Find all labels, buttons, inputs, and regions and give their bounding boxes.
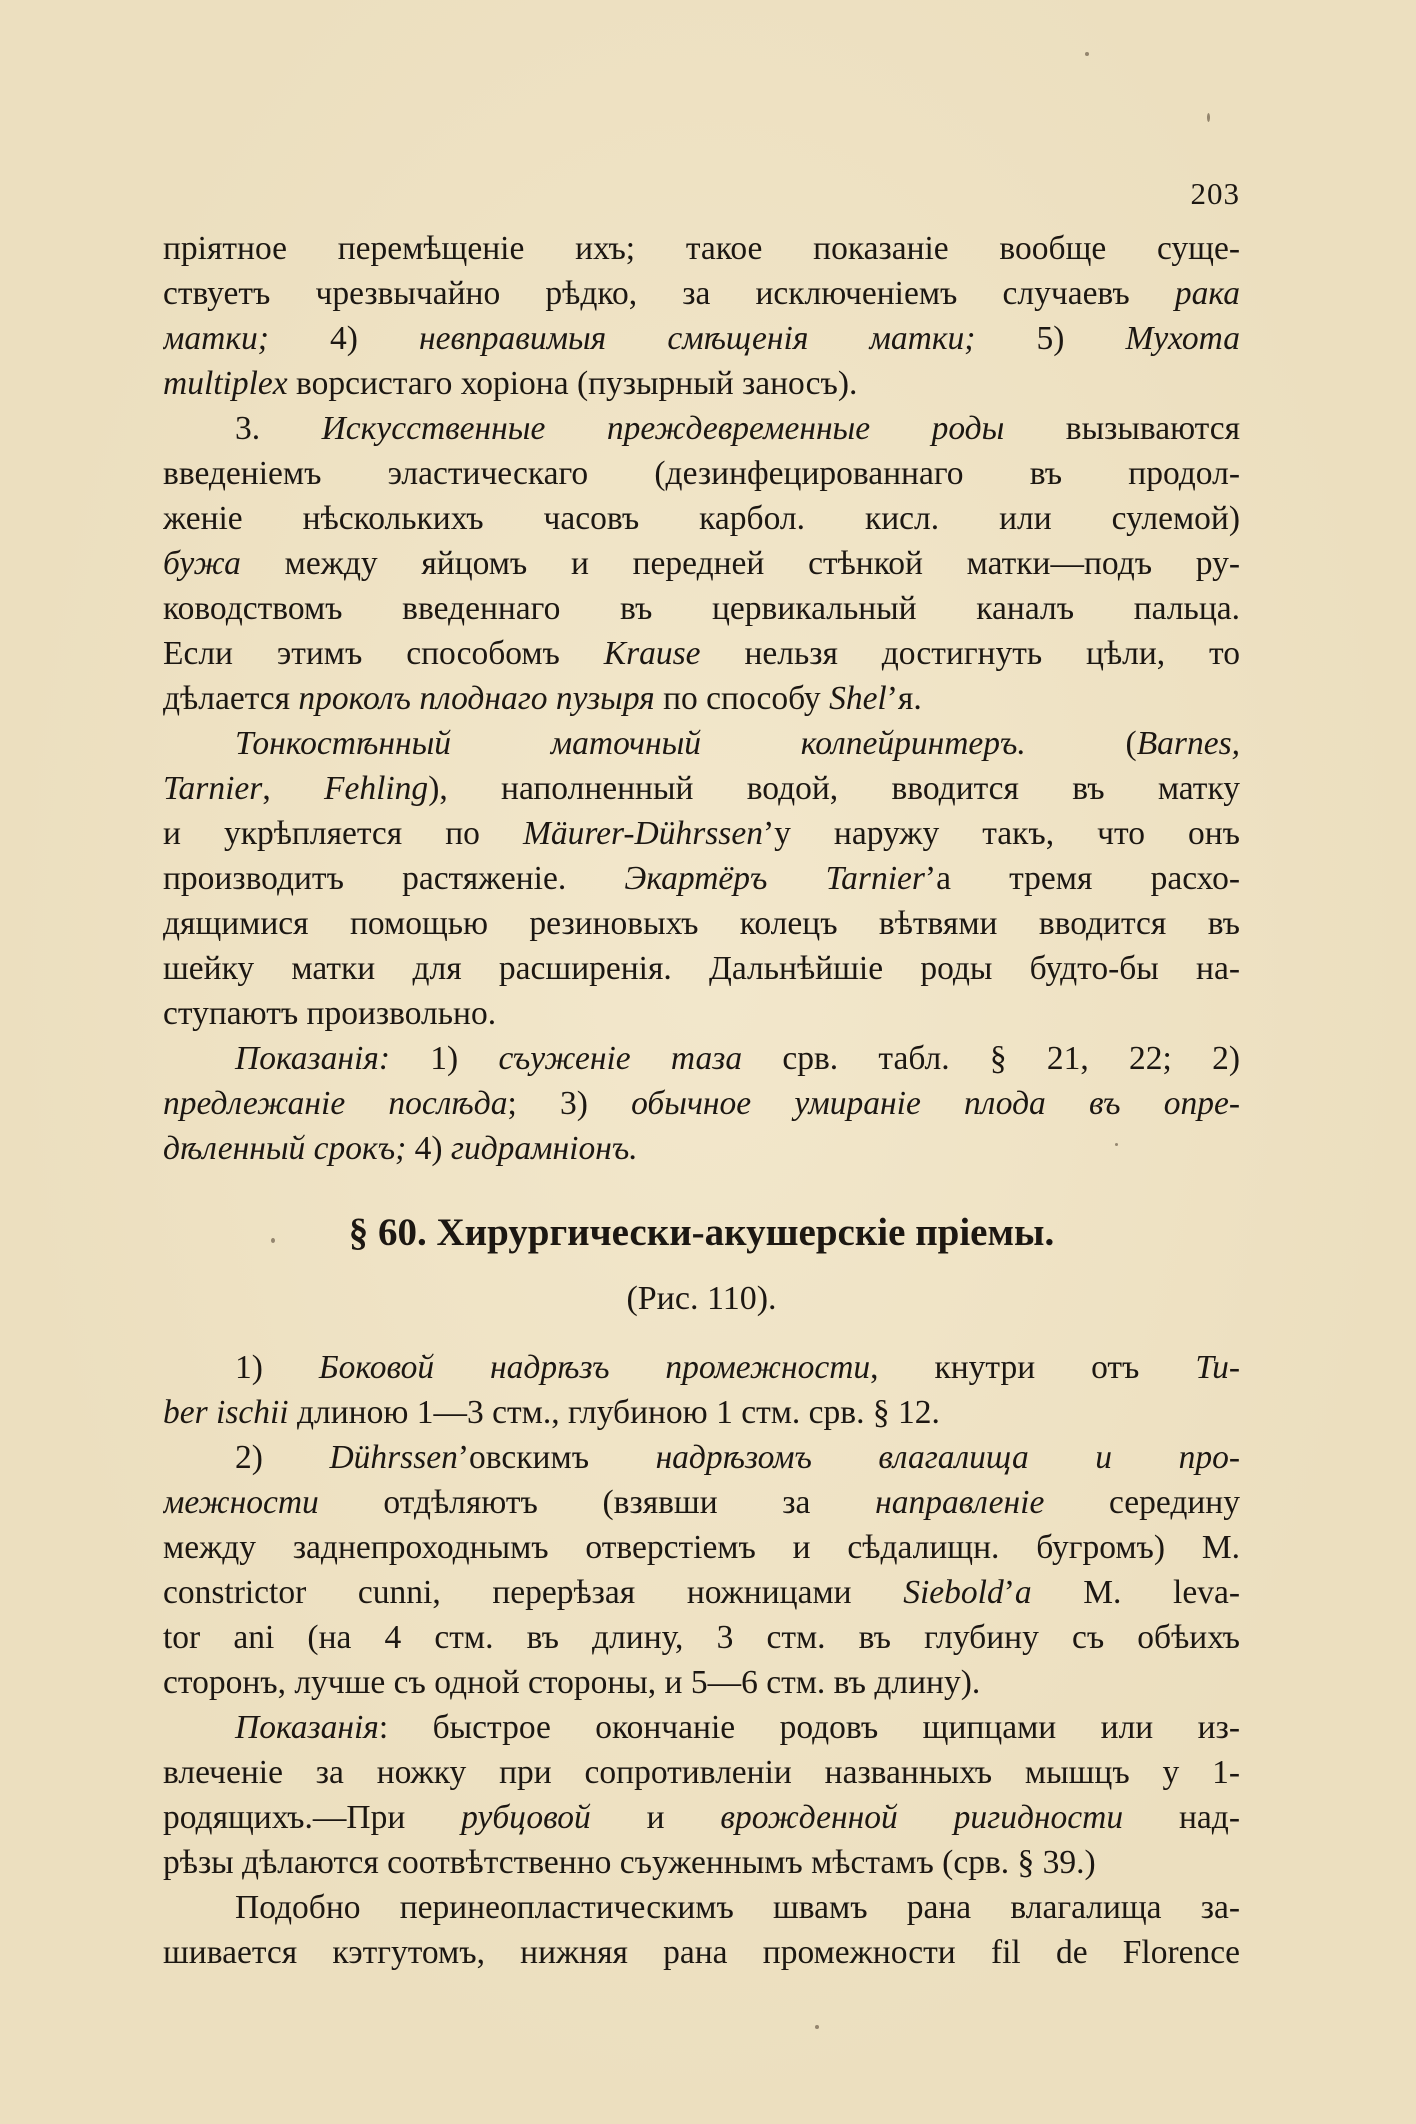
text-line — [163, 316, 1240, 361]
text-run: : быстрое окончаніе родовъ щипцами или из- — [378, 1709, 1240, 1746]
text-line — [163, 451, 1240, 496]
paper-speck — [815, 2025, 819, 2029]
italic-term: Barnes, — [1136, 725, 1240, 762]
paper-speck — [1207, 113, 1210, 122]
italic-term: Боковой надрѣзъ промежности — [318, 1349, 871, 1386]
text-run: и укрѣпляется по — [163, 815, 523, 852]
page-text — [163, 226, 1240, 1975]
page-number: 203 — [1190, 176, 1240, 211]
text-run: 1) — [235, 1349, 319, 1386]
text-run: введеніемъ эластическаго (дезинфецированнаго въ продол- — [163, 455, 1240, 492]
text-run: рѣзы дѣлаются соотвѣтственно съуженнымъ мѣстамъ (срв. § 39.) — [163, 1844, 1096, 1881]
text-line — [163, 406, 1240, 451]
italic-term: дѣленный срокъ; — [163, 1130, 407, 1167]
text-line — [163, 946, 1240, 991]
paragraphs-section-59 — [163, 226, 1240, 1171]
italic-term: направленіе — [875, 1484, 1045, 1521]
italic-term: Искусственные преждевременные роды — [321, 410, 1005, 447]
italic-term: Mäurer-Dührssen — [522, 815, 763, 852]
figure-reference: (Рис. 110). — [626, 1280, 777, 1317]
text-line — [163, 901, 1240, 946]
italic-term: Shel — [829, 680, 887, 717]
text-line — [163, 1930, 1240, 1975]
italic-term: Krause — [603, 635, 701, 672]
italic-term: проколъ плоднаго пузыря — [298, 680, 655, 717]
text-run: 4) — [406, 1130, 451, 1167]
text-run: дѣлается — [163, 680, 299, 717]
text-line — [163, 721, 1240, 766]
italic-term: невправимыя смѣщенія матки; — [419, 320, 976, 357]
text-line — [163, 1615, 1240, 1660]
text-line — [163, 361, 1240, 406]
italic-term: бужа — [163, 545, 241, 582]
text-line — [163, 991, 1240, 1036]
text-line — [163, 1795, 1240, 1840]
text-run: constrictor cunni, перерѣзая ножницами — [163, 1574, 904, 1611]
text-run: ’а тремя расхо- — [924, 860, 1240, 897]
text-line — [163, 1750, 1240, 1795]
italic-term: ber ischii — [163, 1394, 289, 1431]
italic-term: multiplex — [163, 365, 288, 402]
paper-speck — [1115, 1143, 1118, 1146]
text-run: производитъ растяженіе. — [163, 860, 625, 897]
italic-term: a — [1014, 1574, 1032, 1611]
text-run: 5) — [975, 320, 1126, 357]
text-run: между яйцомъ и передней стѣнкой матки—подъ ру- — [240, 545, 1240, 582]
text-run: ’я. — [886, 680, 922, 717]
text-run: женіе нѣсколькихъ часовъ карбол. кисл. или сулемой) — [163, 500, 1240, 537]
text-line — [163, 1081, 1240, 1126]
text-line — [163, 1525, 1240, 1570]
text-run: ступаютъ произвольно. — [163, 995, 497, 1032]
text-run: середину — [1044, 1484, 1240, 1521]
text-line — [163, 1480, 1240, 1525]
text-line — [163, 856, 1240, 901]
italic-term: обычное умираніе плода въ опре- — [631, 1085, 1240, 1122]
italic-term: Fehling — [323, 770, 429, 807]
text-line — [163, 1126, 1240, 1171]
italic-term: Dührssen — [329, 1439, 458, 1476]
text-line — [163, 766, 1240, 811]
paper-speck — [1085, 52, 1089, 56]
text-run: ’у наружу такъ, что онъ — [762, 815, 1240, 852]
italic-term: Tarnier — [163, 770, 263, 807]
text-run: ководствомъ введеннаго въ цервикальный каналъ пальца. — [163, 590, 1240, 627]
italic-term: Показанія — [235, 1709, 379, 1746]
text-line — [163, 226, 1240, 271]
text-run: 3. — [235, 410, 322, 447]
text-run: длиною 1—3 стм., глубиною 1 стм. срв. § 12. — [288, 1394, 940, 1431]
text-run: ворсистаго хоріона (пузырный заносъ). — [287, 365, 858, 402]
text-line — [163, 1660, 1240, 1705]
text-run: шейку матки для расширенія. Дальнѣйшіе роды будто-бы на- — [163, 950, 1240, 987]
text-line — [163, 1840, 1240, 1885]
text-run: tor ani (на 4 стм. въ длину, 3 стм. въ глубину съ обѣихъ — [163, 1619, 1240, 1656]
text-run: Если этимъ способомъ — [163, 635, 604, 672]
text-run: 4) — [268, 320, 420, 357]
text-line — [163, 676, 1240, 721]
text-run: 1) — [390, 1040, 499, 1077]
text-run: ; 3) — [507, 1085, 632, 1122]
italic-term: рака — [1174, 275, 1240, 312]
italic-term: Siebold — [903, 1574, 1004, 1611]
text-run: ), наполненный водой, вводится въ матку — [428, 770, 1240, 807]
italic-term: предлежаніе послѣда — [163, 1085, 508, 1122]
text-line — [163, 1705, 1240, 1750]
paragraphs-section-60 — [163, 1345, 1240, 1975]
text-run: влеченіе за ножку при сопротивленіи названныхъ мышцъ у 1- — [163, 1754, 1240, 1791]
text-run: сторонъ, лучше съ одной стороны, и 5—6 стм. въ длину). — [163, 1664, 981, 1701]
italic-term: Тонкостѣнный маточный колпейринтеръ. — [235, 725, 1026, 762]
text-run: отдѣляютъ (взявши за — [318, 1484, 876, 1521]
text-run: ’ — [1003, 1574, 1015, 1611]
text-line — [163, 496, 1240, 541]
text-run: ( — [1025, 725, 1137, 762]
text-line — [163, 1570, 1240, 1615]
italic-term: Мухота — [1125, 320, 1240, 357]
text-line — [163, 631, 1240, 676]
italic-term: Показанія: — [235, 1040, 391, 1077]
text-run: пріятное перемѣщеніе ихъ; такое показаніе вообще суще- — [163, 230, 1240, 267]
italic-term: надрѣзомъ влагалища и про- — [655, 1439, 1240, 1476]
italic-term: Экартёръ Tarnier — [624, 860, 925, 897]
text-line — [163, 1390, 1240, 1435]
text-run: M. leva- — [1031, 1574, 1240, 1611]
text-run: над- — [1123, 1799, 1240, 1836]
text-run: нельзя достигнуть цѣли, то — [700, 635, 1240, 672]
italic-term: матки; — [163, 320, 269, 357]
text-run: между заднепроходнымъ отверстіемъ и сѣдалищн. бугромъ) M. — [163, 1529, 1240, 1566]
text-run: , кнутри отъ — [870, 1349, 1196, 1386]
text-run: дящимися помощью резиновыхъ колецъ вѣтвями вводится въ — [163, 905, 1240, 942]
italic-term: рубцовой — [461, 1799, 591, 1836]
text-line — [163, 271, 1240, 316]
text-line — [163, 1345, 1240, 1390]
text-run: Подобно перинеопластическимъ швамъ рана влагалища за- — [235, 1889, 1240, 1926]
italic-term: Tu- — [1195, 1349, 1240, 1386]
text-line — [163, 1435, 1240, 1480]
text-run: ствуетъ чрезвычайно рѣдко, за исключеніемъ случаевъ — [163, 275, 1175, 312]
text-run: , — [262, 770, 324, 807]
text-run: шивается кэтгутомъ, нижняя рана промежности fil de Florence — [163, 1934, 1240, 1971]
italic-term: съуженіе таза — [498, 1040, 743, 1077]
text-run: и — [590, 1799, 721, 1836]
text-run: ’овскимъ — [457, 1439, 656, 1476]
paper-speck — [271, 1238, 275, 1243]
text-run: вызываются — [1004, 410, 1240, 447]
text-line — [163, 541, 1240, 586]
text-run: 2) — [235, 1439, 330, 1476]
italic-term: межности — [163, 1484, 319, 1521]
text-run: родящихъ.—При — [163, 1799, 462, 1836]
text-line — [163, 1036, 1240, 1081]
section-heading: § 60. Хирургически-акушерскіе пріемы. — [348, 1211, 1055, 1254]
text-run: по способу — [654, 680, 830, 717]
text-line — [163, 1885, 1240, 1930]
text-line — [163, 811, 1240, 856]
italic-term: гидрамніонъ. — [450, 1130, 638, 1167]
text-run: срв. табл. § 21, 22; 2) — [742, 1040, 1240, 1077]
text-line — [163, 586, 1240, 631]
italic-term: врожденной ригидности — [720, 1799, 1124, 1836]
